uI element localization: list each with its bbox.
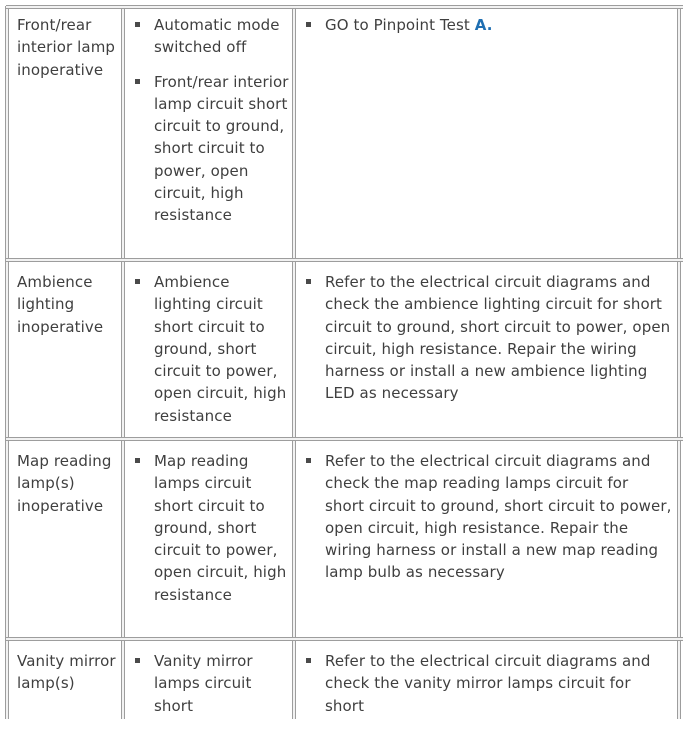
table-border-top: [6, 5, 683, 9]
action-cell: [302, 450, 672, 596]
cause-item: Map reading lamps circuit short circuit to ground, short circuit to power, open circuit, high resistance: [131, 450, 289, 606]
action-item: Refer to the electrical circuit diagrams and check the ambience lighting circuit for short circuit to ground, short circuit to power, open circuit, high resistance. Repair the wiring harness or install a new ambience lighting LED as necessary: [302, 271, 672, 405]
cause-item: Front/rear interior lamp circuit short circuit to ground, short circuit to power, open circuit, high resistance: [131, 71, 289, 227]
table-border-right: [677, 6, 681, 719]
symptom-text: Map reading lamp(s) inoperative: [17, 452, 112, 515]
symptom-cell: [17, 450, 121, 517]
action-cell: [302, 14, 672, 48]
action-item: [302, 14, 672, 36]
action-item: Refer to the electrical circuit diagrams and check the map reading lamps circuit for short circuit to ground, short circuit to power, open circuit, high resistance. Repair the wiring harness or install a new map reading lamp bulb as necessary: [302, 450, 672, 584]
table-divider-col2: [292, 6, 296, 719]
symptom-cell: [17, 14, 121, 81]
table-divider-col1: [121, 6, 125, 719]
symptom-text: Ambience lighting inoperative: [17, 273, 104, 336]
table-border-left: [5, 6, 9, 719]
cause-cell: [131, 650, 289, 729]
row-divider-2: [6, 437, 683, 441]
symptom-cell: [17, 271, 121, 338]
cause-item: Ambience lighting circuit short circuit to ground, short circuit to power, open circuit, high resistance: [131, 271, 289, 427]
action-cell: [302, 271, 672, 417]
cause-item: Automatic mode switched off: [131, 14, 289, 59]
cause-item: Vanity mirror lamps circuit short: [131, 650, 289, 717]
pinpoint-test-link[interactable]: A.: [474, 16, 493, 34]
action-cell: [302, 650, 672, 729]
symptom-cell: [17, 650, 121, 695]
symptom-text: Front/rear interior lamp inoperative: [17, 16, 116, 79]
row-divider-1: [6, 258, 683, 262]
action-text: GO to Pinpoint Test: [325, 16, 475, 34]
cause-cell: [131, 271, 289, 439]
cause-cell: [131, 450, 289, 618]
row-divider-3: [6, 637, 683, 641]
cause-cell: [131, 14, 289, 239]
action-item: Refer to the electrical circuit diagrams and check the vanity mirror lamps circuit for short: [302, 650, 672, 717]
symptom-text: Vanity mirror lamp(s): [17, 652, 116, 693]
